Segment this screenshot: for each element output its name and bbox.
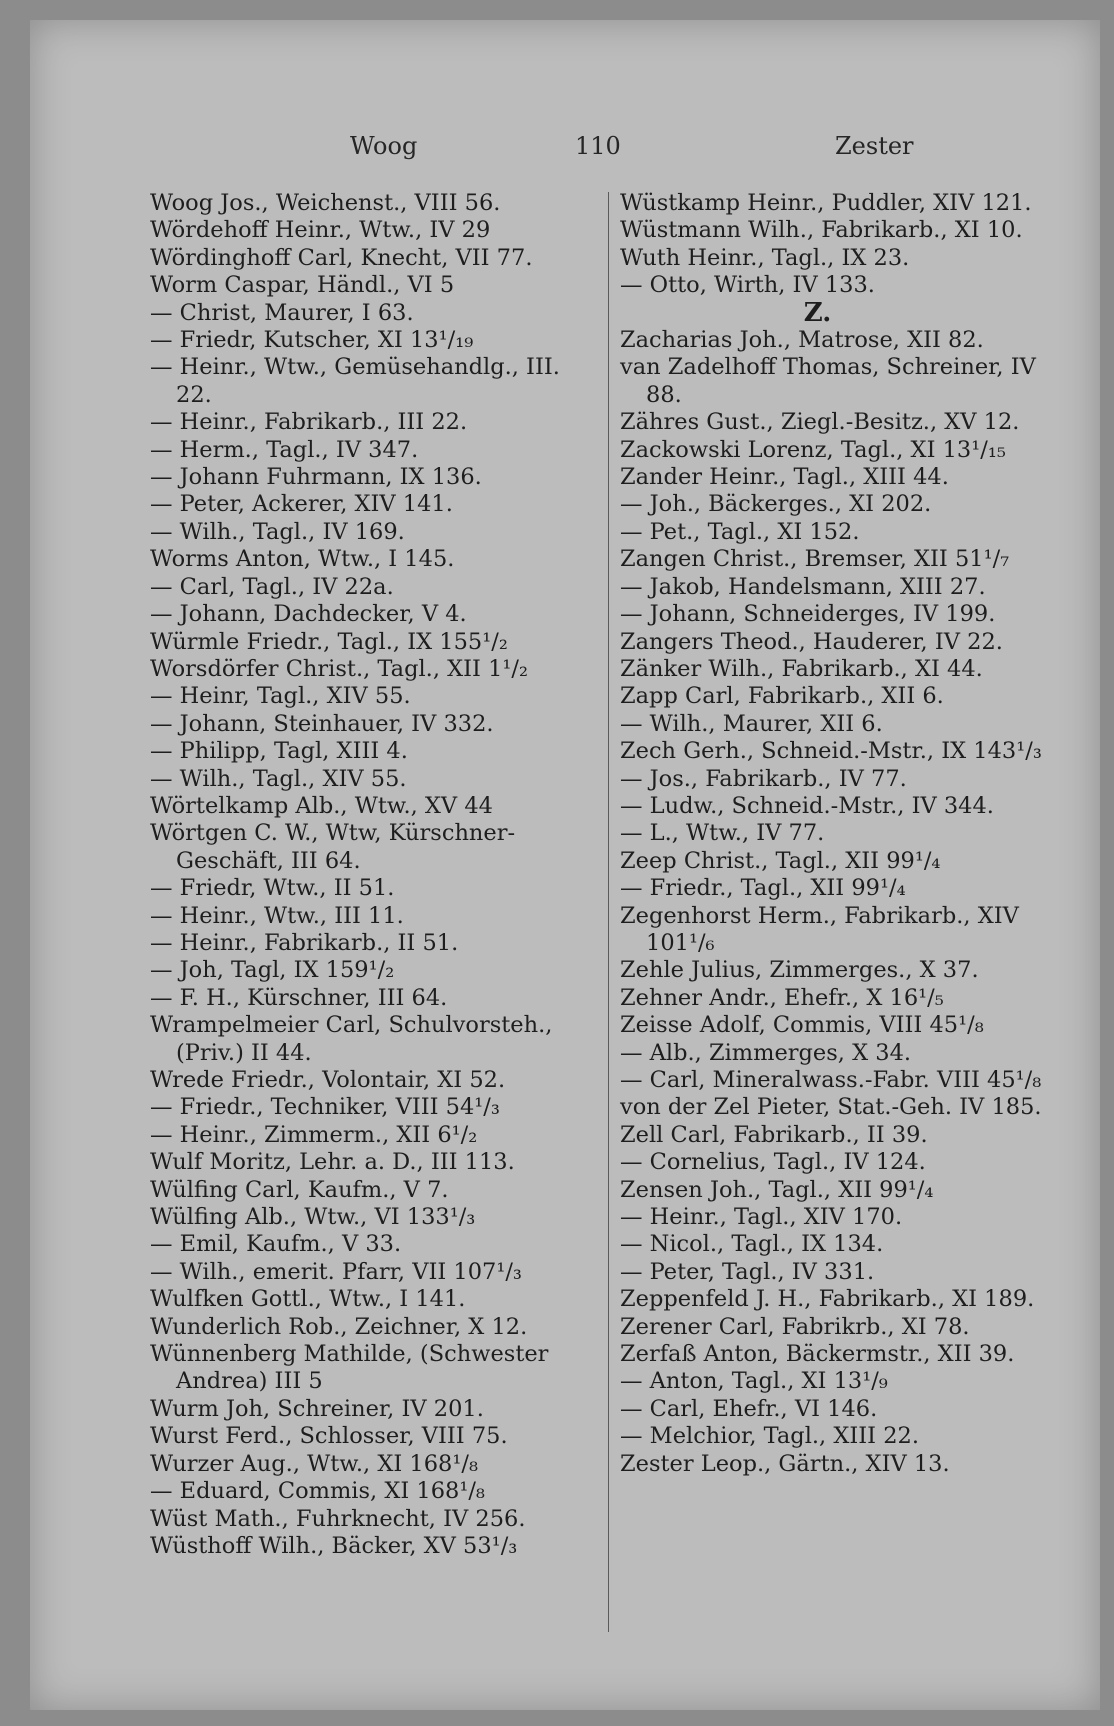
directory-entry: van Zadelhoff Thomas, Schreiner, IV 88. — [620, 354, 1036, 408]
section-letter: Z. — [803, 297, 832, 328]
directory-entry: — Heinr., Wtw., III 11. — [150, 902, 404, 929]
directory-entry: Zeppenfeld J. H., Fabrikarb., XI 189. — [620, 1286, 1035, 1313]
directory-entry: — Heinr, Tagl., XIV 55. — [150, 683, 411, 710]
directory-entry: Worms Anton, Wtw., I 145. — [150, 546, 455, 573]
directory-entry: Wrede Friedr., Volontair, XI 52. — [150, 1067, 506, 1093]
directory-entry: Zapp Carl, Fabrikarb., XII 6. — [620, 683, 944, 710]
page-header — [30, 132, 1100, 172]
directory-page — [30, 20, 1100, 1710]
directory-entry: — Carl, Tagl., IV 22a. — [150, 573, 394, 600]
directory-entry: Zester Leop., Gärtn., XIV 13. — [620, 1450, 950, 1477]
directory-entry: Wulfken Gottl., Wtw., I 141. — [150, 1286, 466, 1313]
column-divider — [608, 192, 609, 1632]
directory-entry: Zehner Andr., Ehefr., X 16¹/₅ — [620, 984, 944, 1011]
directory-entry: — Otto, Wirth, IV 133. — [620, 272, 875, 299]
directory-entry: Zech Gerh., Schneid.-Mstr., IX 143¹/₃ — [620, 738, 1042, 765]
directory-entry: Zensen Joh., Tagl., XII 99¹/₄ — [620, 1176, 934, 1203]
directory-entry: Wrampelmeier Carl, Schulvorsteh., (Priv.) II 44. — [150, 1012, 553, 1066]
directory-entry: — Peter, Ackerer, XIV 141. — [150, 491, 453, 518]
directory-entry: Wülfing Carl, Kaufm., V 7. — [150, 1176, 449, 1203]
directory-entry: — Cornelius, Tagl., IV 124. — [620, 1149, 926, 1176]
directory-entry: — Carl, Mineralwass.-Fabr. VIII 45¹/₈ — [620, 1067, 1042, 1093]
directory-entry: Wurzer Aug., Wtw., XI 168¹/₈ — [150, 1450, 478, 1477]
directory-entry: Zell Carl, Fabrikarb., II 39. — [620, 1121, 928, 1148]
directory-entry: Zeisse Adolf, Commis, VIII 45¹/₈ — [620, 1012, 984, 1039]
directory-entry: — Anton, Tagl., XI 13¹/₉ — [620, 1368, 888, 1395]
directory-entry: — Johann, Steinhauer, IV 332. — [150, 710, 494, 737]
directory-entry: — F. H., Kürschner, III 64. — [150, 984, 448, 1011]
directory-entry: Zehle Julius, Zimmerges., X 37. — [620, 957, 979, 984]
directory-entry: Wuth Heinr., Tagl., IX 23. — [620, 244, 910, 271]
right-column-bottom — [620, 327, 1070, 1478]
directory-entry: Zerener Carl, Fabrikrb., XI 78. — [620, 1313, 970, 1340]
directory-entry: Woog Jos., Weichenst., VIII 56. — [150, 190, 501, 216]
directory-entry: Worsdörfer Christ., Tagl., XII 1¹/₂ — [150, 655, 529, 682]
directory-entry: Zänker Wilh., Fabrikarb., XI 44. — [620, 655, 983, 682]
directory-entry: — Johann, Schneiderges, IV 199. — [620, 601, 996, 628]
directory-entry: Wulf Moritz, Lehr. a. D., III 113. — [150, 1149, 515, 1176]
directory-entry: — Carl, Ehefr., VI 146. — [620, 1395, 878, 1422]
directory-entry: Zeep Christ., Tagl., XII 99¹/₄ — [620, 847, 941, 874]
directory-entry: Wülfing Alb., Wtw., VI 133¹/₃ — [150, 1204, 476, 1231]
directory-entry: Wüstkamp Heinr., Puddler, XIV 121. — [620, 190, 1032, 216]
directory-entry: — Ludw., Schneid.-Mstr., IV 344. — [620, 792, 994, 819]
directory-entry: Wurm Joh, Schreiner, IV 201. — [150, 1395, 484, 1422]
directory-entry: — Friedr., Techniker, VIII 54¹/₃ — [150, 1094, 500, 1121]
directory-entry: — Friedr., Tagl., XII 99¹/₄ — [620, 875, 906, 902]
directory-entry: — Wilh., Maurer, XII 6. — [620, 710, 883, 737]
right-column — [620, 190, 1070, 1478]
directory-entry: Wüstmann Wilh., Fabrikarb., XI 10. — [620, 217, 1023, 244]
directory-entry: — Eduard, Commis, XI 168¹/₈ — [150, 1478, 485, 1505]
directory-entry: — Wilh., emerit. Pfarr, VII 107¹/₃ — [150, 1258, 522, 1285]
page-number: 110 — [575, 132, 621, 160]
directory-entry: Wüsthoff Wilh., Bäcker, XV 53¹/₃ — [150, 1532, 518, 1559]
left-column — [150, 190, 600, 1560]
directory-entry: Wünnenberg Mathilde, (Schwester Andrea) III 5 — [150, 1341, 549, 1395]
directory-entry: — Peter, Tagl., IV 331. — [620, 1258, 875, 1285]
directory-entry: von der Zel Pieter, Stat.-Geh. IV 185. — [620, 1094, 1042, 1121]
directory-entry: Zander Heinr., Tagl., XIII 44. — [620, 464, 949, 491]
running-head-left: Woog — [350, 132, 418, 160]
directory-entry: — Heinr., Tagl., XIV 170. — [620, 1204, 903, 1231]
directory-entry: Zacharias Joh., Matrose, XII 82. — [620, 327, 984, 354]
directory-entry: — L., Wtw., IV 77. — [620, 820, 825, 847]
directory-entry: — Joh, Tagl, IX 159¹/₂ — [150, 957, 395, 984]
directory-entry: Wurst Ferd., Schlosser, VIII 75. — [150, 1423, 508, 1450]
directory-entry: — Friedr, Wtw., II 51. — [150, 875, 395, 902]
directory-entry: — Heinr., Wtw., Gemüsehandlg., III. 22. — [150, 354, 560, 408]
directory-entry: Zackowski Lorenz, Tagl., XI 13¹/₁₅ — [620, 436, 1006, 463]
right-column-top — [620, 190, 1070, 300]
directory-entry: — Johann, Dachdecker, V 4. — [150, 601, 467, 628]
directory-entry: — Johann Fuhrmann, IX 136. — [150, 464, 482, 491]
directory-entry: Zerfaß Anton, Bäckermstr., XII 39. — [620, 1341, 1015, 1368]
directory-entry: — Philipp, Tagl, XIII 4. — [150, 738, 408, 765]
directory-entry: Wördinghoff Carl, Knecht, VII 77. — [150, 244, 533, 271]
directory-entry: — Emil, Kaufm., V 33. — [150, 1231, 402, 1258]
directory-entry: — Pet., Tagl., XI 152. — [620, 518, 860, 545]
directory-entry: — Wilh., Tagl., XIV 55. — [150, 765, 407, 792]
running-head-right: Zester — [835, 132, 914, 160]
directory-entry: — Melchior, Tagl., XIII 22. — [620, 1423, 919, 1450]
directory-entry: Wördehoff Heinr., Wtw., IV 29 — [150, 217, 491, 244]
directory-entry: — Herm., Tagl., IV 347. — [150, 436, 419, 463]
directory-entry: — Alb., Zimmerges, X 34. — [620, 1039, 912, 1066]
directory-entry: Wüst Math., Fuhrknecht, IV 256. — [150, 1505, 526, 1532]
directory-entry: Zangen Christ., Bremser, XII 51¹/₇ — [620, 546, 1010, 573]
directory-entry: — Joh., Bäckerges., XI 202. — [620, 491, 932, 518]
directory-entry: — Jakob, Handelsmann, XIII 27. — [620, 573, 986, 600]
directory-entry: — Nicol., Tagl., IX 134. — [620, 1231, 884, 1258]
directory-entry: Wunderlich Rob., Zeichner, X 12. — [150, 1313, 528, 1340]
directory-entry: Wörtelkamp Alb., Wtw., XV 44 — [150, 792, 493, 819]
directory-entry: Worm Caspar, Händl., VI 5 — [150, 272, 455, 299]
directory-entry: — Heinr., Zimmerm., XII 6¹/₂ — [150, 1121, 478, 1148]
directory-entry: Zangers Theod., Hauderer, IV 22. — [620, 628, 1003, 655]
directory-entry: Wörtgen C. W., Wtw, Kürschner-Geschäft, III 64. — [150, 820, 516, 874]
directory-entry: Würmle Friedr., Tagl., IX 155¹/₂ — [150, 628, 508, 655]
directory-entry: — Heinr., Fabrikarb., III 22. — [150, 409, 468, 436]
directory-entry: Zähres Gust., Ziegl.-Besitz., XV 12. — [620, 409, 1020, 436]
directory-entry: Zegenhorst Herm., Fabrikarb., XIV 101¹/₆ — [620, 902, 1019, 956]
directory-entry: — Friedr, Kutscher, XI 13¹/₁₉ — [150, 327, 474, 354]
directory-entry: — Christ, Maurer, I 63. — [150, 299, 414, 326]
directory-entry: — Heinr., Fabrikarb., II 51. — [150, 929, 459, 956]
directory-entry: — Jos., Fabrikarb., IV 77. — [620, 765, 907, 792]
directory-entry: — Wilh., Tagl., IV 169. — [150, 518, 405, 545]
